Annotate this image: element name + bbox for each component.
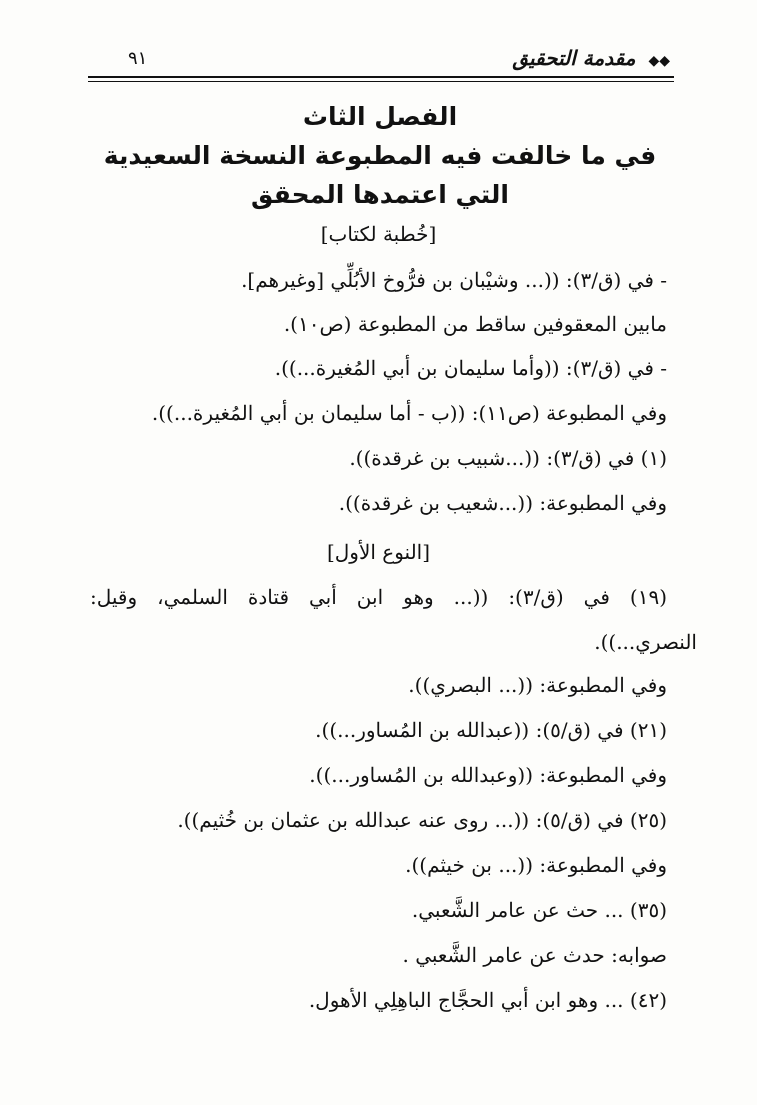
chapter-title: الفصل الثاث	[302, 102, 458, 131]
section-title-text: مقدمة التحقيق	[512, 46, 636, 70]
body-line: (٣٥) ... حث عن عامر الشَّعبي.	[411, 898, 667, 922]
body-line: وفي المطبوعة: ((... البصري)).	[408, 673, 667, 697]
body-line: صوابه: حدث عن عامر الشَّعبي .	[402, 943, 667, 967]
body-line: (٢١) في (ق/٥): ((عبدالله بن المُساور...)).	[315, 718, 667, 742]
running-header	[90, 40, 670, 70]
diamond-ornament-icon: ◆◆	[648, 53, 670, 69]
subheading-khutba: [خُطبة لكتاب]	[320, 222, 437, 246]
body-line: وفي المطبوعة (ص١١): ((ب - أما سليمان بن أبي المُغيرة...)).	[151, 401, 667, 425]
body-line: - في (ق/٣): ((... وشيْبان بن فرُّوخ الأبُلِّي [وغيرهم].	[241, 268, 667, 292]
chapter-subtitle-1: في ما خالفت فيه المطبوعة النسخة السعيدية	[103, 141, 657, 170]
header-rule-thin	[88, 81, 674, 82]
subheading-first-type: [النوع الأول]	[326, 540, 431, 564]
body-line: وفي المطبوعة: ((... بن خيثم)).	[405, 853, 667, 877]
page-number: ٩١	[128, 48, 148, 69]
section-title	[512, 46, 670, 70]
body-line: وفي المطبوعة: ((...شعيب بن غرقدة)).	[338, 491, 667, 515]
header-rule	[88, 76, 674, 78]
body-line: النصري...)).	[594, 630, 697, 654]
body-line: (١) في (ق/٣): ((...شبيب بن غرقدة)).	[349, 446, 667, 470]
body-line: مابين المعقوفين ساقط من المطبوعة (ص١٠).	[283, 312, 667, 336]
chapter-subtitle-2: التي اعتمدها المحقق	[251, 180, 509, 209]
body-line: (٢٥) في (ق/٥): ((... روى عنه عبدالله بن عثمان بن خُثيم)).	[177, 808, 667, 832]
body-line: وفي المطبوعة: ((وعبدالله بن المُساور...)).	[309, 763, 667, 787]
body-line: (١٩) في (ق/٣): ((... وهو ابن أبي قتادة السلمي، وقيل:	[90, 585, 667, 609]
body-line: - في (ق/٣): ((وأما سليمان بن أبي المُغيرة...)).	[274, 356, 667, 380]
body-line: (٤٢) ... وهو ابن أبي الحجَّاج الباهِلِي الأهول.	[308, 988, 667, 1012]
